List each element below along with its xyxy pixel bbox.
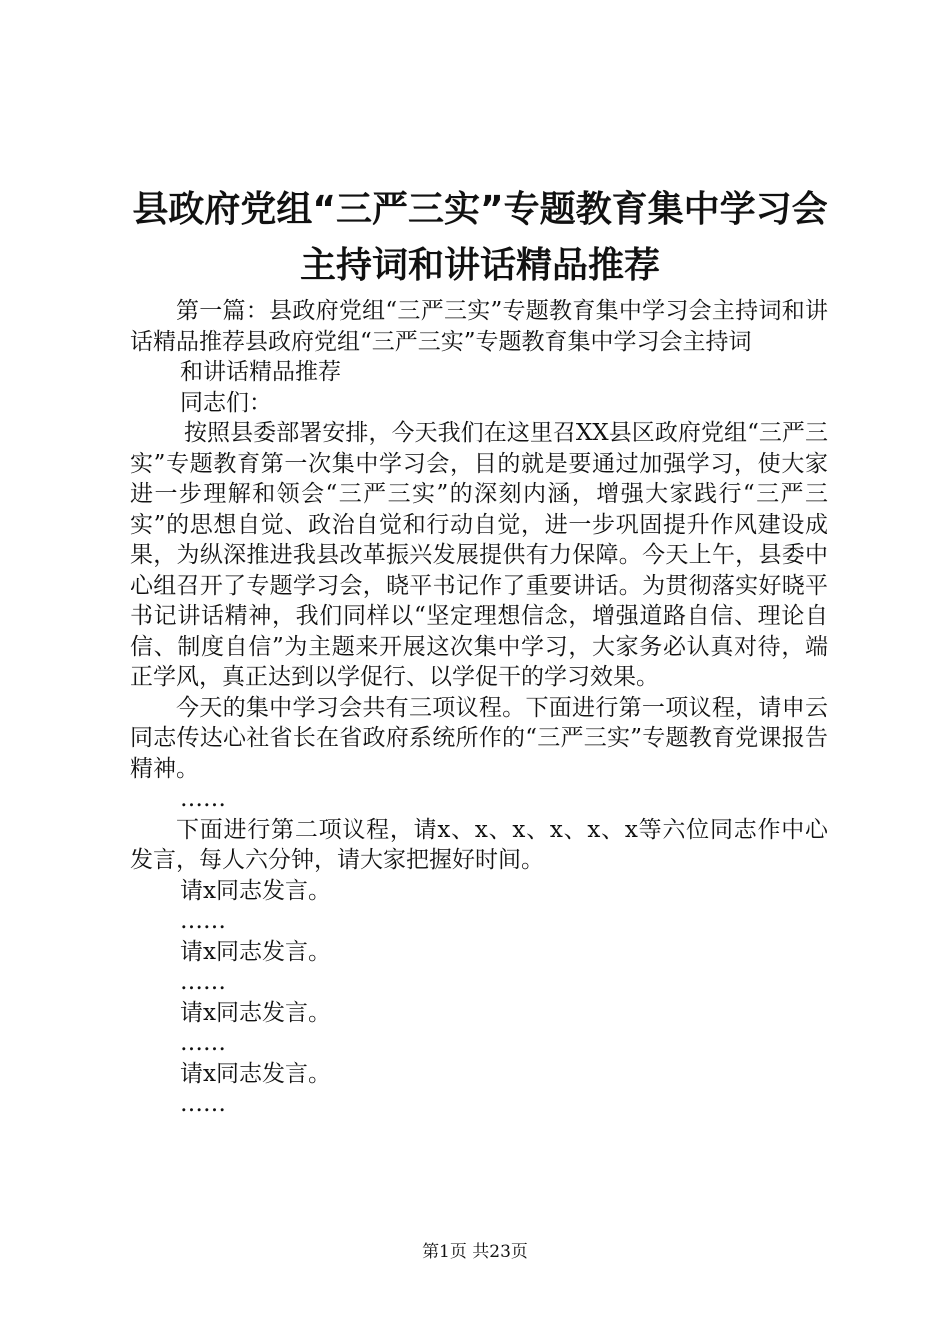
speaker-line-1: 请x同志发言。 — [180, 877, 331, 904]
paragraph-main: 按照县委部署安排，今天我们在这里召XX县区政府党组“三严三实”专题教育第一次集中学习会，目的就是要通过加强学习，使大家进一步理解和领会“三严三实”的深刻内涵，增强大家践行“三严三实”的思想自觉、政治自觉和行动自觉，进一步巩固提升作风建设成果，为纵深推进我县改革振兴发展提供有力保障。今天上午，县委中心组召开了专题学习会，晓平书记作了重要讲话。为贯彻落实好晓平书记讲话精神，我们同样以“坚定理想信念，增强道路自信、理论自信、制度自信”为主题来开展这次集中学习，大家务必认真对待，端正学风，真正达到以学促行、以学促干的学习效果。 — [130, 420, 828, 690]
speaker-line-3: 请x同志发言。 — [180, 999, 331, 1026]
paragraph-agenda-1: 今天的集中学习会共有三项议程。下面进行第一项议程，请申云同志传达心社省长在省政府系统所作的“三严三实”专题教育党课报告精神。 — [130, 694, 828, 782]
ellipsis-1: …… — [180, 786, 226, 812]
ellipsis-5: …… — [180, 1091, 226, 1117]
document-title-line-1: 县政府党组“三严三实”专题教育集中学习会 — [132, 189, 828, 230]
paragraph-intro: 第一篇：县政府党组“三严三实”专题教育集中学习会主持词和讲话精品推荐县政府党组“三严三实”专题教育集中学习会主持词 — [130, 298, 828, 355]
page-number-footer: 第1页 共23页 — [422, 1242, 528, 1262]
speaker-line-4: 请x同志发言。 — [180, 1060, 331, 1087]
paragraph-intro-cont: 和讲话精品推荐 — [180, 359, 341, 385]
paragraph-agenda-2: 下面进行第二项议程，请x、x、x、x、x、x等六位同志作中心发言，每人六分钟，请大家把握好时间。 — [130, 816, 828, 873]
ellipsis-4: …… — [180, 1030, 226, 1056]
paragraph-greeting: 同志们： — [180, 389, 272, 416]
document-body — [130, 296, 828, 1120]
document-title-line-2: 主持词和讲话精品推荐 — [299, 245, 660, 286]
ellipsis-2: …… — [180, 908, 226, 934]
ellipsis-3: …… — [180, 969, 226, 995]
speaker-line-2: 请x同志发言。 — [180, 938, 331, 965]
